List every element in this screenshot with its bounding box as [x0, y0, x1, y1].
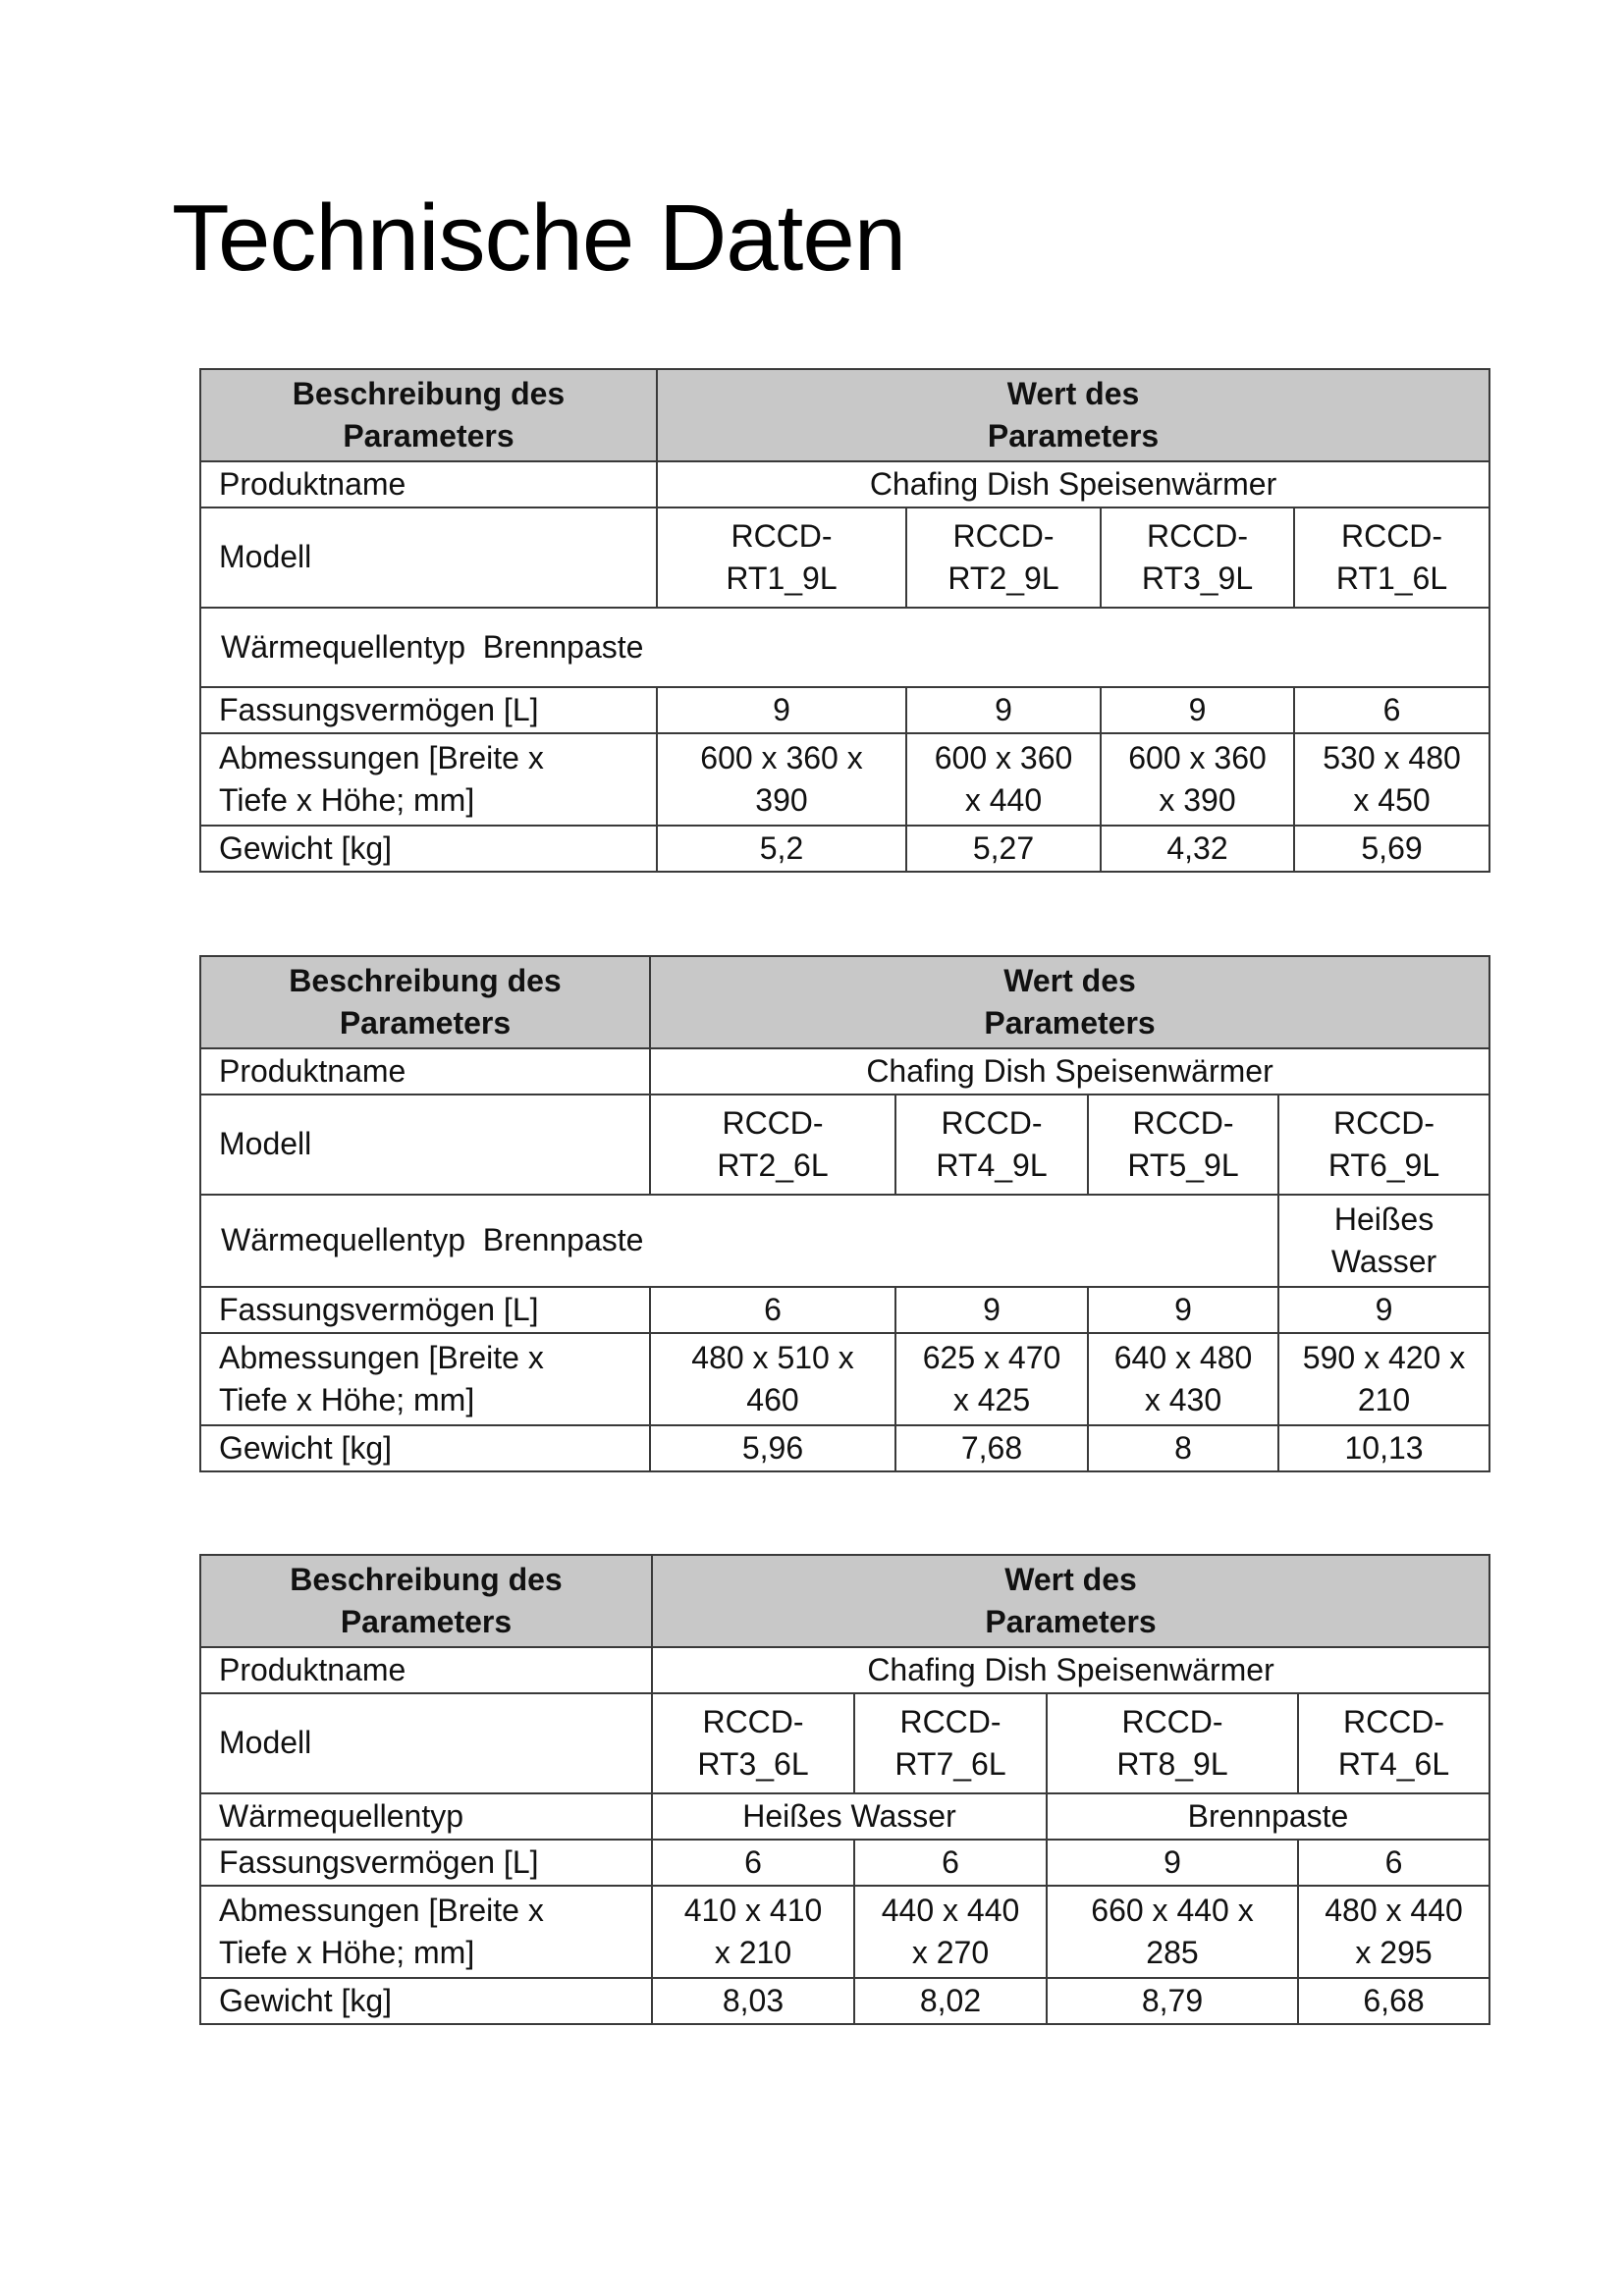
abmessungen-line-2: x 430 [1144, 1382, 1222, 1417]
abmessungen-line-1: 480 x 510 x [691, 1339, 854, 1375]
abmessungen-row [200, 1886, 1489, 1978]
gewicht-value: 8 [1088, 1425, 1278, 1471]
fassung-row [200, 1840, 1489, 1886]
header-value-cell [657, 369, 1489, 461]
modell-label: Modell [200, 507, 657, 608]
modell-line-2: RT3_9L [1141, 561, 1254, 596]
spec-table-1 [199, 368, 1490, 873]
abmessungen-cell [1278, 1333, 1489, 1425]
abmessungen-line-2: 285 [1146, 1935, 1199, 1970]
modell-line-1: RCCD- [1342, 1703, 1445, 1739]
abmessungen-line-1: 600 x 360 [1128, 739, 1267, 775]
waermequelle-cell [200, 608, 1489, 687]
abmessungen-cell [1101, 733, 1294, 826]
abmessungen-label-line-2: Tiefe x Höhe; mm] [219, 1935, 475, 1970]
produktname-row [200, 1647, 1489, 1693]
abmessungen-line-2: x 270 [911, 1935, 990, 1970]
gewicht-label: Gewicht [kg] [200, 1978, 652, 2024]
produktname-value: Chafing Dish Speisenwärmer [652, 1647, 1489, 1693]
abmessungen-line-1: 600 x 360 x [700, 739, 863, 775]
abmessungen-row [200, 1333, 1489, 1425]
abmessungen-line-1: 625 x 470 [922, 1339, 1061, 1375]
abmessungen-line-2: 210 [1357, 1382, 1411, 1417]
waermequelle-value: Brennpaste [1047, 1793, 1489, 1840]
waermequelle-row [200, 1793, 1489, 1840]
abmessungen-line-2: x 390 [1159, 782, 1236, 818]
modell-cell [895, 1095, 1088, 1195]
modell-cell [652, 1693, 854, 1793]
fassung-value: 6 [854, 1840, 1047, 1886]
modell-cell [650, 1095, 895, 1195]
abmessungen-cell [1088, 1333, 1278, 1425]
abmessungen-line-1: 440 x 440 [881, 1892, 1020, 1928]
gewicht-label: Gewicht [kg] [200, 826, 657, 872]
modell-cell [906, 507, 1101, 608]
modell-line-2: RT1_9L [726, 561, 838, 596]
modell-cell [1088, 1095, 1278, 1195]
abmessungen-cell [1298, 1886, 1489, 1978]
produktname-label: Produktname [200, 1647, 652, 1693]
modell-line-1: RCCD- [1146, 517, 1249, 554]
produktname-value: Chafing Dish Speisenwärmer [657, 461, 1489, 507]
abmessungen-row [200, 733, 1489, 826]
fassung-value: 9 [1278, 1287, 1489, 1333]
abmessungen-line-2: 460 [746, 1382, 799, 1417]
abmessungen-label-line-2: Tiefe x Höhe; mm] [219, 782, 475, 818]
modell-line-1: RCCD- [731, 517, 833, 554]
modell-cell [1047, 1693, 1298, 1793]
abmessungen-line-1: 600 x 360 [934, 739, 1073, 775]
header-description-cell [200, 369, 657, 461]
header-description-cell [200, 1555, 652, 1647]
gewicht-value: 8,02 [854, 1978, 1047, 2024]
abmessungen-cell [652, 1886, 854, 1978]
modell-line-2: RT2_6L [717, 1148, 829, 1183]
modell-line-2: RT8_9L [1116, 1746, 1228, 1782]
header-value-line-1: Wert des [1006, 375, 1140, 411]
header-value-cell [652, 1555, 1489, 1647]
modell-cell [1294, 507, 1489, 608]
spec-table-3 [199, 1554, 1490, 2025]
abmessungen-label-line-1: Abmessungen [Breite x [219, 739, 544, 775]
waermequelle-row [200, 608, 1489, 687]
abmessungen-label [200, 733, 657, 826]
fassung-value: 6 [1298, 1840, 1489, 1886]
modell-label: Modell [200, 1095, 650, 1195]
produktname-row [200, 461, 1489, 507]
waermequelle-value: Heißes Wasser [652, 1793, 1047, 1840]
produktname-label: Produktname [200, 1048, 650, 1095]
gewicht-value: 5,27 [906, 826, 1101, 872]
abmessungen-label-line-1: Abmessungen [Breite x [219, 1892, 544, 1928]
fassung-value: 9 [1047, 1840, 1298, 1886]
header-row [200, 956, 1489, 1048]
spec-table-2 [199, 955, 1490, 1472]
waermequelle-cell [200, 1195, 1278, 1287]
modell-cell [854, 1693, 1047, 1793]
produktname-value: Chafing Dish Speisenwärmer [650, 1048, 1489, 1095]
waermequelle-value: Brennpaste [482, 1222, 644, 1258]
modell-label: Modell [200, 1693, 652, 1793]
abmessungen-line-1: 410 x 410 [683, 1892, 823, 1928]
abmessungen-line-1: 660 x 440 x [1091, 1892, 1254, 1928]
fassung-value: 9 [1088, 1287, 1278, 1333]
abmessungen-cell [657, 733, 906, 826]
header-row [200, 369, 1489, 461]
fassung-value: 6 [1294, 687, 1489, 733]
abmessungen-line-1: 480 x 440 [1325, 1892, 1463, 1928]
modell-line-1: RCCD- [952, 517, 1055, 554]
abmessungen-line-2: 390 [755, 782, 808, 818]
header-description-line-1: Beschreibung des [290, 1561, 563, 1597]
modell-line-2: RT1_6L [1335, 561, 1448, 596]
gewicht-value: 8,79 [1047, 1978, 1298, 2024]
modell-cell [1278, 1095, 1489, 1195]
abmessungen-label-line-2: Tiefe x Höhe; mm] [219, 1382, 475, 1417]
gewicht-value: 7,68 [895, 1425, 1088, 1471]
header-value-line-2: Parameters [985, 1604, 1157, 1639]
abmessungen-label-line-1: Abmessungen [Breite x [219, 1339, 544, 1375]
produktname-label: Produktname [200, 461, 657, 507]
abmessungen-cell [1294, 733, 1489, 826]
fassung-label: Fassungsvermögen [L] [200, 687, 657, 733]
fassung-value: 9 [1101, 687, 1294, 733]
waermequelle-label: Wärmequellentyp [221, 628, 465, 665]
fassung-row [200, 1287, 1489, 1333]
header-description-cell [200, 956, 650, 1048]
gewicht-value: 5,2 [657, 826, 906, 872]
waermequelle-row [200, 1195, 1489, 1287]
abmessungen-line-2: x 210 [714, 1935, 792, 1970]
fassung-value: 9 [657, 687, 906, 733]
abmessungen-line-2: x 450 [1353, 782, 1431, 818]
waermequelle-extra-cell [1278, 1195, 1489, 1287]
modell-line-1: RCCD- [1121, 1703, 1223, 1739]
abmessungen-line-2: x 425 [952, 1382, 1031, 1417]
abmessungen-cell [650, 1333, 895, 1425]
gewicht-row [200, 1978, 1489, 2024]
abmessungen-line-1: 530 x 480 [1323, 739, 1461, 775]
abmessungen-cell [1047, 1886, 1298, 1978]
header-value-line-2: Parameters [984, 1005, 1156, 1041]
produktname-row [200, 1048, 1489, 1095]
modell-cell [1101, 507, 1294, 608]
gewicht-value: 6,68 [1298, 1978, 1489, 2024]
page-title: Technische Daten [172, 186, 906, 291]
gewicht-value: 8,03 [652, 1978, 854, 2024]
modell-line-1: RCCD- [1340, 517, 1443, 554]
abmessungen-line-2: x 440 [964, 782, 1043, 818]
modell-line-2: RT6_9L [1327, 1148, 1440, 1183]
modell-line-2: RT4_6L [1337, 1746, 1450, 1782]
modell-line-2: RT3_6L [697, 1746, 809, 1782]
abmessungen-cell [895, 1333, 1088, 1425]
waermequelle-extra-line-1: Heißes [1333, 1201, 1435, 1237]
modell-line-2: RT4_9L [936, 1148, 1048, 1183]
modell-line-2: RT5_9L [1127, 1148, 1239, 1183]
header-description-line-2: Parameters [339, 1005, 512, 1041]
header-value-line-2: Parameters [987, 418, 1160, 454]
header-value-cell [650, 956, 1489, 1048]
gewicht-value: 10,13 [1278, 1425, 1489, 1471]
modell-cell [1298, 1693, 1489, 1793]
abmessungen-label [200, 1333, 650, 1425]
modell-line-1: RCCD- [702, 1703, 804, 1739]
abmessungen-cell [906, 733, 1101, 826]
modell-line-1: RCCD- [722, 1104, 824, 1141]
abmessungen-label [200, 1886, 652, 1978]
modell-line-2: RT7_6L [894, 1746, 1006, 1782]
fassung-value: 9 [906, 687, 1101, 733]
header-description-line-2: Parameters [343, 418, 514, 454]
abmessungen-line-2: x 295 [1355, 1935, 1433, 1970]
modell-line-1: RCCD- [899, 1703, 1001, 1739]
header-description-line-1: Beschreibung des [292, 375, 566, 411]
fassung-label: Fassungsvermögen [L] [200, 1287, 650, 1333]
waermequelle-extra-line-2: Wasser [1330, 1244, 1437, 1279]
header-value-line-1: Wert des [1004, 1561, 1137, 1597]
modell-line-1: RCCD- [1132, 1104, 1234, 1141]
header-value-line-1: Wert des [1003, 962, 1136, 998]
fassung-value: 9 [895, 1287, 1088, 1333]
waermequelle-value: Brennpaste [482, 628, 644, 665]
abmessungen-cell [854, 1886, 1047, 1978]
header-description-line-2: Parameters [340, 1604, 513, 1639]
modell-row [200, 507, 1489, 608]
gewicht-value: 5,69 [1294, 826, 1489, 872]
modell-row [200, 1693, 1489, 1793]
modell-line-1: RCCD- [941, 1104, 1043, 1141]
abmessungen-line-1: 640 x 480 [1113, 1339, 1253, 1375]
modell-line-2: RT2_9L [947, 561, 1059, 596]
gewicht-label: Gewicht [kg] [200, 1425, 650, 1471]
gewicht-value: 5,96 [650, 1425, 895, 1471]
fassung-value: 6 [650, 1287, 895, 1333]
fassung-label: Fassungsvermögen [L] [200, 1840, 652, 1886]
waermequelle-label: Wärmequellentyp [221, 1222, 465, 1258]
gewicht-value: 4,32 [1101, 826, 1294, 872]
modell-line-1: RCCD- [1332, 1104, 1435, 1141]
header-row [200, 1555, 1489, 1647]
modell-row [200, 1095, 1489, 1195]
fassung-row [200, 687, 1489, 733]
modell-cell [657, 507, 906, 608]
waermequelle-label: Wärmequellentyp [200, 1793, 652, 1840]
header-description-line-1: Beschreibung des [289, 962, 562, 998]
gewicht-row [200, 826, 1489, 872]
gewicht-row [200, 1425, 1489, 1471]
fassung-value: 6 [652, 1840, 854, 1886]
abmessungen-line-1: 590 x 420 x [1302, 1339, 1466, 1375]
